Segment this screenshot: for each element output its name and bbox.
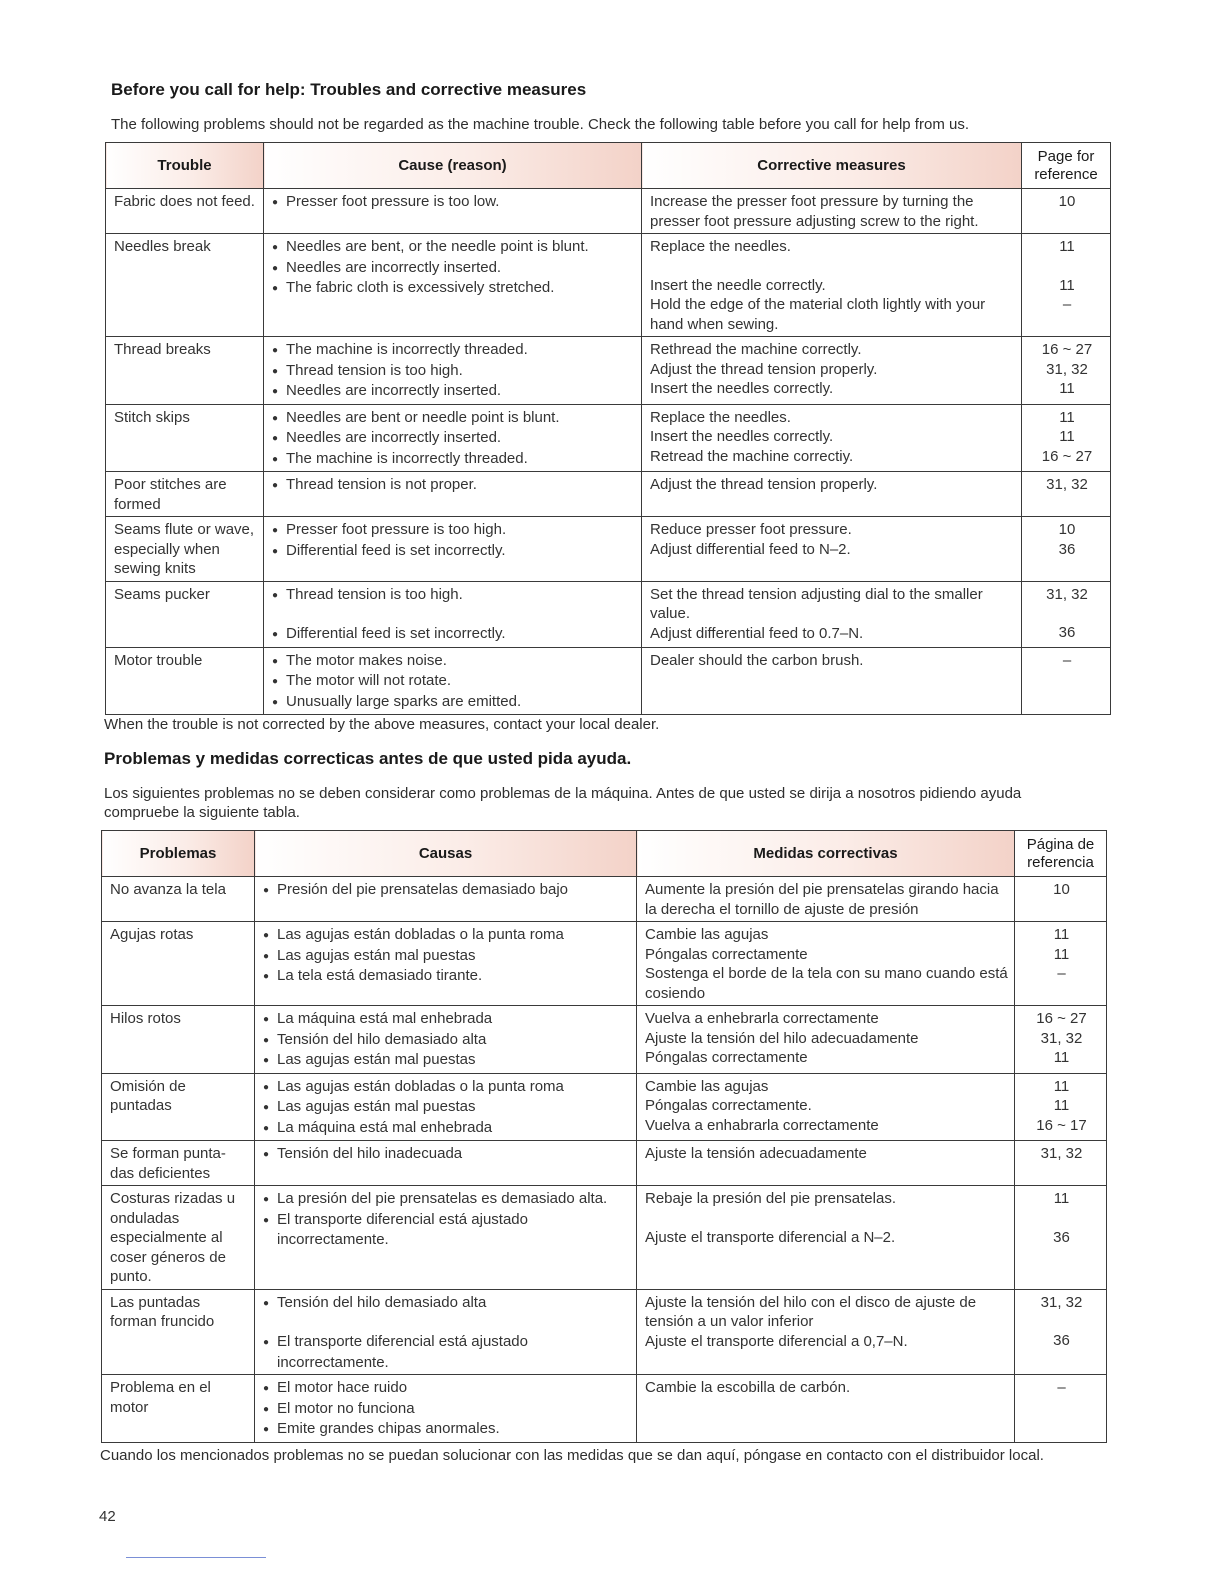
english-section-title: Before you call for help: Troubles and corrective measures bbox=[111, 80, 587, 99]
cause-cell bbox=[264, 472, 642, 517]
page-ref: 11 bbox=[1053, 1049, 1070, 1066]
cause-item: ● El transporte diferencial está ajustado incorrectamente. bbox=[263, 1210, 630, 1250]
measure-item: Increase the presser foot pressure by turning the presser foot pressure adjusting screw to the right. bbox=[650, 193, 979, 230]
cause-cell bbox=[255, 922, 637, 1006]
measure-cell bbox=[642, 337, 1022, 405]
page-cell bbox=[1022, 472, 1111, 517]
cause-item: ● Presser foot pressure is too high. bbox=[272, 520, 635, 541]
page-ref: – bbox=[1057, 965, 1066, 982]
cause-cell bbox=[255, 1186, 637, 1290]
measure-item: Reduce presser foot pressure. bbox=[650, 521, 852, 538]
table-row bbox=[102, 1073, 1107, 1141]
measure-item: Ajuste el transporte diferencial a N–2. bbox=[645, 1228, 896, 1246]
page-cell bbox=[1022, 189, 1111, 234]
measure-cell bbox=[637, 1141, 1015, 1186]
measure-cell bbox=[637, 1375, 1015, 1443]
measure-cell bbox=[637, 1186, 1015, 1290]
cause-item: ● Presión del pie prensatelas demasiado bajo bbox=[263, 880, 630, 901]
trouble-cell: Needles break bbox=[106, 234, 264, 337]
header-cause: Causas bbox=[255, 831, 637, 877]
cause-item: ● Needles are incorrectly inserted. bbox=[272, 428, 635, 449]
spanish-section-title: Problemas y medidas correcticas antes de que usted pida ayuda. bbox=[104, 749, 632, 768]
measure-cell bbox=[642, 234, 1022, 337]
header-measure: Corrective measures bbox=[642, 143, 1022, 189]
page-ref: 16 ~ 27 bbox=[1041, 341, 1093, 358]
measure-cell bbox=[637, 1006, 1015, 1074]
spanish-footer-note: Cuando los mencionados problemas no se puedan solucionar con las medidas que se dan aquí, póngase en contacto con el distribuidor local. bbox=[100, 1447, 1044, 1464]
measure-item: Replace the needles. bbox=[650, 238, 791, 255]
cause-item: ● La tela está demasiado tirante. bbox=[263, 966, 630, 987]
table-row bbox=[102, 1006, 1107, 1074]
header-page: Página de referencia bbox=[1015, 831, 1107, 877]
table-row bbox=[106, 337, 1111, 405]
cause-cell bbox=[255, 877, 637, 922]
measure-cell bbox=[642, 404, 1022, 472]
cause-item: ● Las agujas están mal puestas bbox=[263, 946, 630, 967]
cause-item: ● Thread tension is too high. bbox=[272, 361, 635, 382]
cause-item: ● El motor no funciona bbox=[263, 1399, 630, 1420]
measure-item: Insert the needle correctly. bbox=[650, 276, 826, 294]
page-ref: 11 bbox=[1053, 1097, 1070, 1114]
measure-item: Rethread the machine correctly. bbox=[650, 341, 862, 358]
cause-item: ● El motor hace ruido bbox=[263, 1378, 630, 1399]
measure-item: Adjust differential feed to N–2. bbox=[650, 540, 851, 558]
page-ref: 31, 32 bbox=[1040, 1029, 1083, 1047]
table-header-row bbox=[106, 143, 1111, 189]
cause-item: ● The motor makes noise. bbox=[272, 651, 635, 672]
page-ref: – bbox=[1062, 651, 1072, 669]
cause-item: ● Las agujas están mal puestas bbox=[263, 1097, 630, 1118]
cause-item: ● Needles are incorrectly inserted. bbox=[272, 258, 635, 279]
page-ref: 36 bbox=[1053, 1228, 1070, 1246]
page-ref: 11 bbox=[1053, 1190, 1070, 1207]
measure-item: Ajuste la tensión del hilo adecuadamente bbox=[645, 1029, 919, 1047]
cause-item: ● Needles are bent, or the needle point is blunt. bbox=[272, 237, 635, 258]
table-row bbox=[106, 647, 1111, 715]
page-ref: – bbox=[1057, 1379, 1066, 1396]
measure-item: Vuelva a enhabrarla correctamente bbox=[645, 1116, 879, 1134]
page-ref: 10 bbox=[1058, 521, 1076, 538]
page-ref: 11 bbox=[1053, 945, 1070, 963]
cause-item: ● Las agujas están dobladas o la punta roma bbox=[263, 925, 630, 946]
table-row bbox=[106, 581, 1111, 647]
cause-cell bbox=[255, 1289, 637, 1375]
header-trouble: Trouble bbox=[106, 143, 264, 189]
page-ref: 16 ~ 17 bbox=[1036, 1116, 1087, 1134]
measure-item: Replace the needles. bbox=[650, 408, 791, 426]
table-row bbox=[106, 234, 1111, 337]
cause-item: ● The fabric cloth is excessively stretched. bbox=[272, 278, 635, 299]
measure-cell bbox=[642, 189, 1022, 234]
measure-cell bbox=[642, 647, 1022, 715]
measure-item: Adjust the thread tension properly. bbox=[650, 476, 878, 493]
page-cell bbox=[1022, 647, 1111, 715]
page-cell bbox=[1015, 1186, 1107, 1290]
cause-item: ● The machine is incorrectly threaded. bbox=[272, 449, 635, 470]
cause-item: ● Thread tension is too high. bbox=[272, 585, 635, 606]
trouble-cell: Problema en el motor bbox=[102, 1375, 255, 1443]
page-ref: 11 bbox=[1059, 276, 1075, 294]
page-ref: 16 ~ 27 bbox=[1036, 1010, 1087, 1027]
measure-item: Insert the needles correctly. bbox=[650, 428, 834, 445]
spanish-intro: Los siguientes problemas no se deben considerar como problemas de la máquina. Antes de que usted se dirija a nosotros pidiendo ayuda compruebe la siguiente tabla. bbox=[104, 785, 1022, 821]
measure-item: Ajuste el transporte diferencial a 0,7–N. bbox=[645, 1332, 908, 1350]
measure-item: Hold the edge of the material cloth lightly with your hand when sewing. bbox=[650, 296, 986, 333]
cause-item: ● The machine is incorrectly threaded. bbox=[272, 340, 635, 361]
page-ref: 11 bbox=[1053, 926, 1070, 943]
table-row bbox=[106, 189, 1111, 234]
page-cell bbox=[1015, 1006, 1107, 1074]
page-ref: 36 bbox=[1058, 624, 1076, 641]
page-ref: 31, 32 bbox=[1040, 1145, 1083, 1162]
trouble-cell: Stitch skips bbox=[106, 404, 264, 472]
measure-item: Ajuste la tensión adecuadamente bbox=[645, 1145, 867, 1162]
cause-cell bbox=[255, 1006, 637, 1074]
page-ref: 11 bbox=[1053, 1077, 1070, 1095]
trouble-cell: Poor stitches are formed bbox=[106, 472, 264, 517]
measure-item: Rebaje la presión del pie prensatelas. bbox=[645, 1190, 896, 1207]
table-header-row bbox=[102, 831, 1107, 877]
measure-item: Cambie las agujas bbox=[645, 1077, 769, 1095]
page-cell bbox=[1022, 517, 1111, 582]
page-ref: 31, 32 bbox=[1046, 360, 1088, 378]
cause-cell bbox=[255, 1141, 637, 1186]
page-cell bbox=[1015, 922, 1107, 1006]
cause-item: ● Emite grandes chipas anormales. bbox=[263, 1419, 630, 1440]
trouble-cell: Omisión de puntadas bbox=[102, 1073, 255, 1141]
page-ref: 11 bbox=[1059, 380, 1075, 397]
measure-item: Insert the needles correctly. bbox=[650, 380, 834, 397]
cause-item: ● Las agujas están dobladas o la punta roma bbox=[263, 1077, 630, 1098]
cause-item: ● Presser foot pressure is too low. bbox=[272, 192, 635, 213]
spanish-trouble-table bbox=[101, 830, 1107, 1443]
cause-item: ● Tensión del hilo demasiado alta bbox=[263, 1293, 630, 1314]
cause-item: ● El transporte diferencial está ajustado incorrectamente. bbox=[263, 1332, 630, 1372]
cause-item: ● Unusually large sparks are emitted. bbox=[272, 692, 635, 713]
cause-item: ● Las agujas están mal puestas bbox=[263, 1050, 630, 1071]
cause-item: ● Differential feed is set incorrectly. bbox=[272, 624, 635, 645]
trouble-cell: Seams flute or wave, especially when sewing knits bbox=[106, 517, 264, 582]
trouble-cell: Se forman punta-das deficientes bbox=[102, 1141, 255, 1186]
cause-item: ● The motor will not rotate. bbox=[272, 671, 635, 692]
measure-item: Póngalas correctamente bbox=[645, 1049, 808, 1066]
page-ref: 16 ~ 27 bbox=[1041, 447, 1093, 465]
trouble-cell: Las puntadas forman fruncido bbox=[102, 1289, 255, 1375]
page-cell bbox=[1022, 234, 1111, 337]
page-cell bbox=[1022, 337, 1111, 405]
cause-item: ● La máquina está mal enhebrada bbox=[263, 1118, 630, 1139]
cause-item: ● La máquina está mal enhebrada bbox=[263, 1009, 630, 1030]
cause-cell bbox=[264, 337, 642, 405]
measure-item: Sostenga el borde de la tela con su mano cuando está cosiendo bbox=[645, 965, 1008, 1002]
measure-item: Póngalas correctamente. bbox=[645, 1097, 812, 1114]
header-measure: Medidas correctivas bbox=[637, 831, 1015, 877]
page-number: 42 bbox=[99, 1508, 116, 1525]
cause-item: ● Tensión del hilo demasiado alta bbox=[263, 1030, 630, 1051]
cause-cell bbox=[264, 234, 642, 337]
trouble-cell: Fabric does not feed. bbox=[106, 189, 264, 234]
page-ref: 31, 32 bbox=[1040, 1293, 1083, 1311]
page-cell bbox=[1015, 1289, 1107, 1375]
measure-item: Set the thread tension adjusting dial to the smaller value. bbox=[650, 585, 983, 622]
page-ref: 36 bbox=[1058, 540, 1076, 558]
page-cell bbox=[1015, 1375, 1107, 1443]
english-footer-note: When the trouble is not corrected by the above measures, contact your local dealer. bbox=[104, 716, 660, 733]
trouble-cell: Costuras rizadas u onduladas especialmente al coser géneros de punto. bbox=[102, 1186, 255, 1290]
english-trouble-table bbox=[105, 142, 1111, 715]
trouble-cell: Seams pucker bbox=[106, 581, 264, 647]
page-ref: 36 bbox=[1053, 1332, 1070, 1349]
measure-item: Cambie la escobilla de carbón. bbox=[645, 1379, 851, 1396]
measure-cell bbox=[642, 517, 1022, 582]
measure-cell bbox=[642, 581, 1022, 647]
table-row bbox=[102, 922, 1107, 1006]
page-ref: 11 bbox=[1059, 408, 1075, 426]
table-row bbox=[102, 877, 1107, 922]
cause-cell bbox=[264, 189, 642, 234]
cause-item: ● Tensión del hilo inadecuada bbox=[263, 1144, 630, 1165]
page-ref: 10 bbox=[1058, 193, 1076, 210]
trouble-cell: Motor trouble bbox=[106, 647, 264, 715]
cause-cell bbox=[264, 404, 642, 472]
header-trouble: Problemas bbox=[102, 831, 255, 877]
page-cell bbox=[1022, 404, 1111, 472]
table-row bbox=[102, 1186, 1107, 1290]
cause-cell bbox=[255, 1375, 637, 1443]
cause-cell bbox=[264, 647, 642, 715]
measure-cell bbox=[637, 1289, 1015, 1375]
cause-item: ● Needles are incorrectly inserted. bbox=[272, 381, 635, 402]
table-row bbox=[106, 404, 1111, 472]
page-ref: 31, 32 bbox=[1046, 476, 1088, 493]
page-cell bbox=[1015, 1073, 1107, 1141]
trouble-cell: No avanza la tela bbox=[102, 877, 255, 922]
header-page: Page for reference bbox=[1022, 143, 1111, 189]
english-intro: The following problems should not be regarded as the machine trouble. Check the following table before you call for help from us. bbox=[111, 116, 969, 133]
measure-item: Retread the machine correctiy. bbox=[650, 447, 854, 465]
measure-cell bbox=[637, 922, 1015, 1006]
page-ref: 11 bbox=[1059, 238, 1075, 255]
table-row bbox=[106, 472, 1111, 517]
measure-item: Aumente la presión del pie prensatelas girando hacia la derecha el tornillo de ajuste de presión bbox=[645, 881, 999, 918]
trouble-cell: Hilos rotos bbox=[102, 1006, 255, 1074]
cause-item: ● Needles are bent or needle point is blunt. bbox=[272, 408, 635, 429]
trouble-cell: Agujas rotas bbox=[102, 922, 255, 1006]
measure-cell bbox=[637, 877, 1015, 922]
measure-item: Ajuste la tensión del hilo con el disco de ajuste de tensión a un valor inferior bbox=[645, 1293, 977, 1330]
table-row bbox=[106, 517, 1111, 582]
cause-item: ● Thread tension is not proper. bbox=[272, 475, 635, 496]
footer-rule bbox=[126, 1557, 266, 1558]
measure-item: Dealer should the carbon brush. bbox=[650, 651, 864, 669]
page-cell bbox=[1015, 1141, 1107, 1186]
page-cell bbox=[1022, 581, 1111, 647]
measure-item: Adjust the thread tension properly. bbox=[650, 360, 878, 378]
measure-item: Póngalas correctamente bbox=[645, 945, 808, 963]
measure-item: Cambie las agujas bbox=[645, 926, 769, 943]
header-cause: Cause (reason) bbox=[264, 143, 642, 189]
page-ref: 11 bbox=[1059, 428, 1075, 445]
cause-cell bbox=[264, 517, 642, 582]
measure-cell bbox=[642, 472, 1022, 517]
table-row bbox=[102, 1141, 1107, 1186]
trouble-cell: Thread breaks bbox=[106, 337, 264, 405]
cause-item: ● Differential feed is set incorrectly. bbox=[272, 541, 635, 562]
page-ref: – bbox=[1062, 296, 1072, 313]
cause-cell bbox=[255, 1073, 637, 1141]
cause-item: ● La presión del pie prensatelas es demasiado alta. bbox=[263, 1189, 630, 1210]
measure-item: Adjust differential feed to 0.7–N. bbox=[650, 624, 864, 642]
table-row bbox=[102, 1289, 1107, 1375]
page-ref: 10 bbox=[1053, 881, 1070, 898]
page-ref: 31, 32 bbox=[1046, 585, 1088, 603]
cause-cell bbox=[264, 581, 642, 647]
measure-cell bbox=[637, 1073, 1015, 1141]
measure-item: Vuelva a enhebrarla correctamente bbox=[645, 1010, 879, 1027]
table-row bbox=[102, 1375, 1107, 1443]
page-cell bbox=[1015, 877, 1107, 922]
